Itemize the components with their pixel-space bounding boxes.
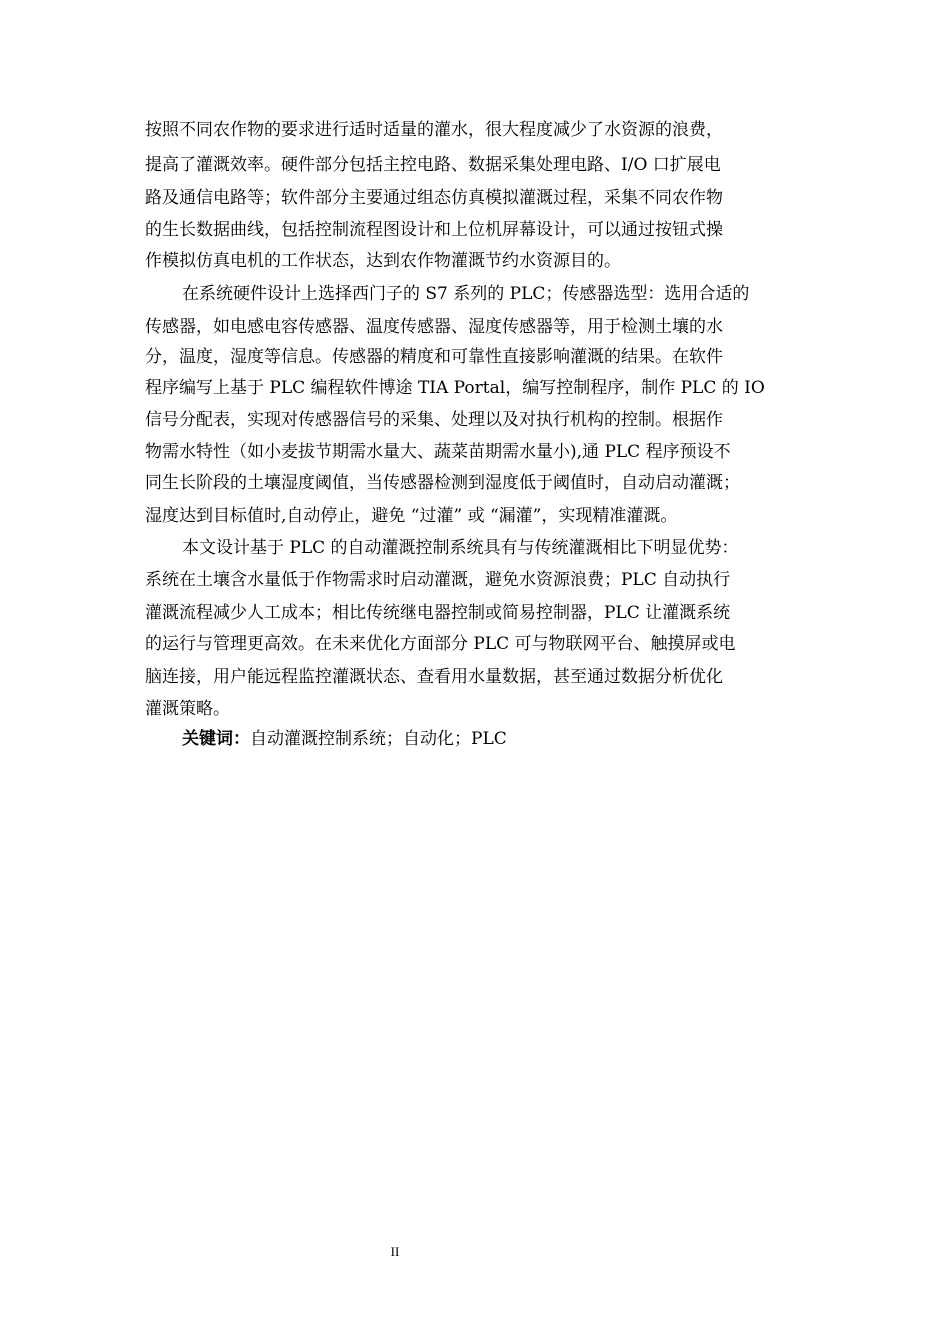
keywords-line [182,729,507,749]
text-line: 灌溉流程减少人工成本；相比传统继电器控制或简易控制器，PLC 让灌溉系统 [145,603,731,623]
text-line: 信号分配表，实现对传感器信号的采集、处理以及对执行机构的控制。根据作 [145,410,723,430]
text-line: 物需水特性（如小麦拔节期需水量大、蔬菜苗期需水量小),通 PLC 程序预设不 [145,442,731,462]
text-line: 系统在土壤含水量低于作物需求时启动灌溉，避免水资源浪费；PLC 自动执行 [145,570,731,590]
keywords-value: 自动灌溉控制系统；自动化；PLC [250,729,507,749]
text-line: 灌溉策略。 [145,699,230,719]
text-line: 在系统硬件设计上选择西门子的 S7 系列的 PLC；传感器选型：选用合适的 [182,284,750,304]
text-line: 程序编写上基于 PLC 编程软件博途 TIA Portal，编写控制程序，制作 PLC 的 IO [145,378,765,398]
text-line: 本文设计基于 PLC 的自动灌溉控制系统具有与传统灌溉相比下明显优势： [182,538,739,558]
text-line: 分，温度，湿度等信息。传感器的精度和可靠性直接影响灌溉的结果。在软件 [145,347,723,367]
text-line: 的生长数据曲线，包括控制流程图设计和上位机屏幕设计，可以通过按钮式操 [145,220,723,240]
text-line: 作模拟仿真电机的工作状态，达到农作物灌溉节约水资源目的。 [145,251,621,271]
text-line: 湿度达到目标值时,自动停止，避免 “过灌” 或 “漏灌”，实现精准灌溉。 [145,506,678,526]
text-line: 的运行与管理更高效。在未来优化方面部分 PLC 可与物联网平台、触摸屏或电 [145,634,736,654]
page-number: II [390,1244,400,1259]
text-line: 路及通信电路等；软件部分主要通过组态仿真模拟灌溉过程，采集不同农作物 [145,188,723,208]
text-line: 传感器，如电感电容传感器、温度传感器、湿度传感器等，用于检测土壤的水 [145,317,723,337]
keywords-label: 关键词： [182,729,250,749]
text-line: 按照不同农作物的要求进行适时适量的灌水，很大程度减少了水资源的浪费， [145,120,723,140]
text-line: 提高了灌溉效率。硬件部分包括主控电路、数据采集处理电路、I/O 口扩展电 [145,155,721,175]
text-line: 同生长阶段的土壤湿度阈值，当传感器检测到湿度低于阈值时，自动启动灌溉； [145,473,740,493]
text-line: 脑连接，用户能远程监控灌溉状态、查看用水量数据，甚至通过数据分析优化 [145,667,723,687]
